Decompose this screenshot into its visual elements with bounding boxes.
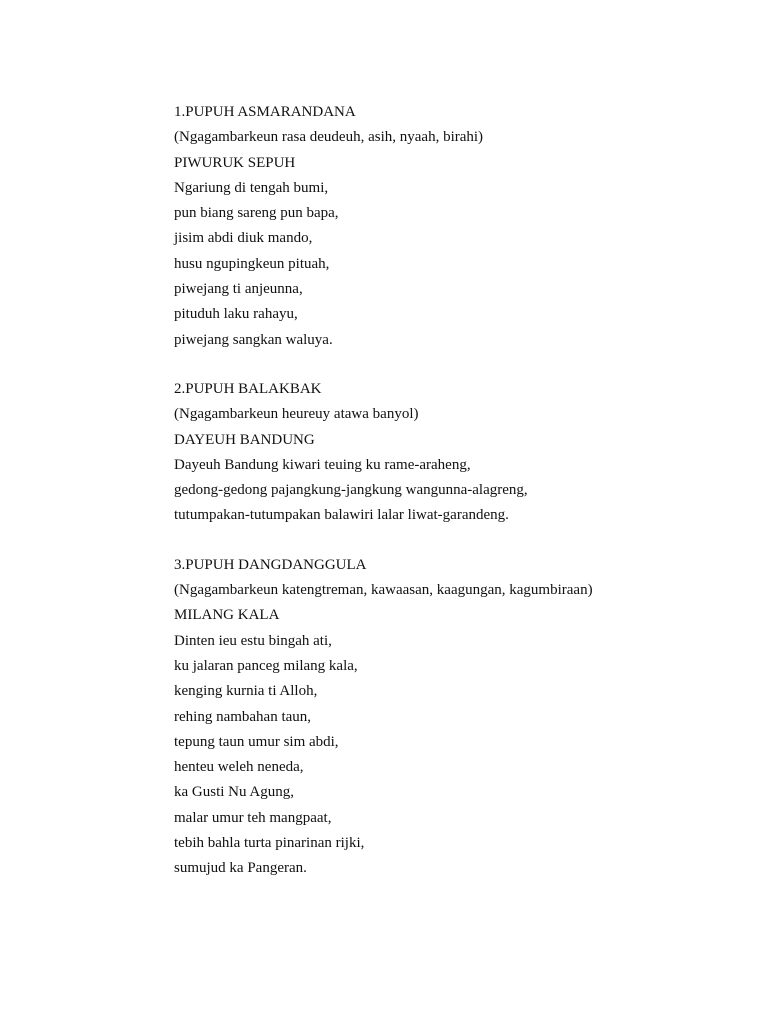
poem-line: pun biang sareng pun bapa, <box>174 205 339 222</box>
poem-line: pituduh laku rahayu, <box>174 306 298 323</box>
poem-line: jisim abdi diuk mando, <box>174 230 313 247</box>
poem-line: tepung taun umur sim abdi, <box>174 733 339 750</box>
poem-line: Dayeuh Bandung kiwari teuing ku rame-araheng, <box>174 456 471 473</box>
section-description: (Ngagambarkeun katengtreman, kawaasan, kaagungan, kagumbiraan) <box>174 582 593 599</box>
poem-line: sumujud ka Pangeran. <box>174 860 307 877</box>
section-heading: 3.PUPUH DANGDANGGULA <box>174 556 367 573</box>
poem-line: tutumpakan-tutumpakan balawiri lalar liwat-garandeng. <box>174 507 509 524</box>
poem-line: henteu weleh neneda, <box>174 759 304 776</box>
poem-line: piwejang sangkan waluya. <box>174 331 333 348</box>
poem-line: rehing nambahan taun, <box>174 708 312 725</box>
poem-line: gedong-gedong pajangkung-jangkung wangunna-alagreng, <box>174 482 528 499</box>
poem-line: Ngariung di tengah bumi, <box>174 179 329 196</box>
poem-line: Dinten ieu estu bingah ati, <box>174 632 332 649</box>
section-dangdanggula <box>174 553 734 882</box>
poem-line: ka Gusti Nu Agung, <box>174 784 294 801</box>
section-heading: 2.PUPUH BALAKBAK <box>174 380 322 397</box>
section-balakbak <box>174 377 734 529</box>
document-content <box>174 100 734 906</box>
poem-title: PIWURUK SEPUH <box>174 154 296 171</box>
section-heading: 1.PUPUH ASMARANDANA <box>174 104 356 120</box>
poem-line: piwejang ti anjeunna, <box>174 281 303 298</box>
poem-line: kenging kurnia ti Alloh, <box>174 683 318 700</box>
poem-line: husu ngupingkeun pituah, <box>174 255 330 272</box>
poem-line: malar umur teh mangpaat, <box>174 809 332 826</box>
section-asmarandana <box>174 100 734 353</box>
section-description: (Ngagambarkeun rasa deudeuh, asih, nyaah, birahi) <box>174 129 484 146</box>
poem-title: DAYEUH BANDUNG <box>174 431 315 448</box>
poem-title: MILANG KALA <box>174 607 280 624</box>
section-description: (Ngagambarkeun heureuy atawa banyol) <box>174 406 419 423</box>
poem-line: tebih bahla turta pinarinan rijki, <box>174 835 365 852</box>
poem-line: ku jalaran panceg milang kala, <box>174 657 358 674</box>
